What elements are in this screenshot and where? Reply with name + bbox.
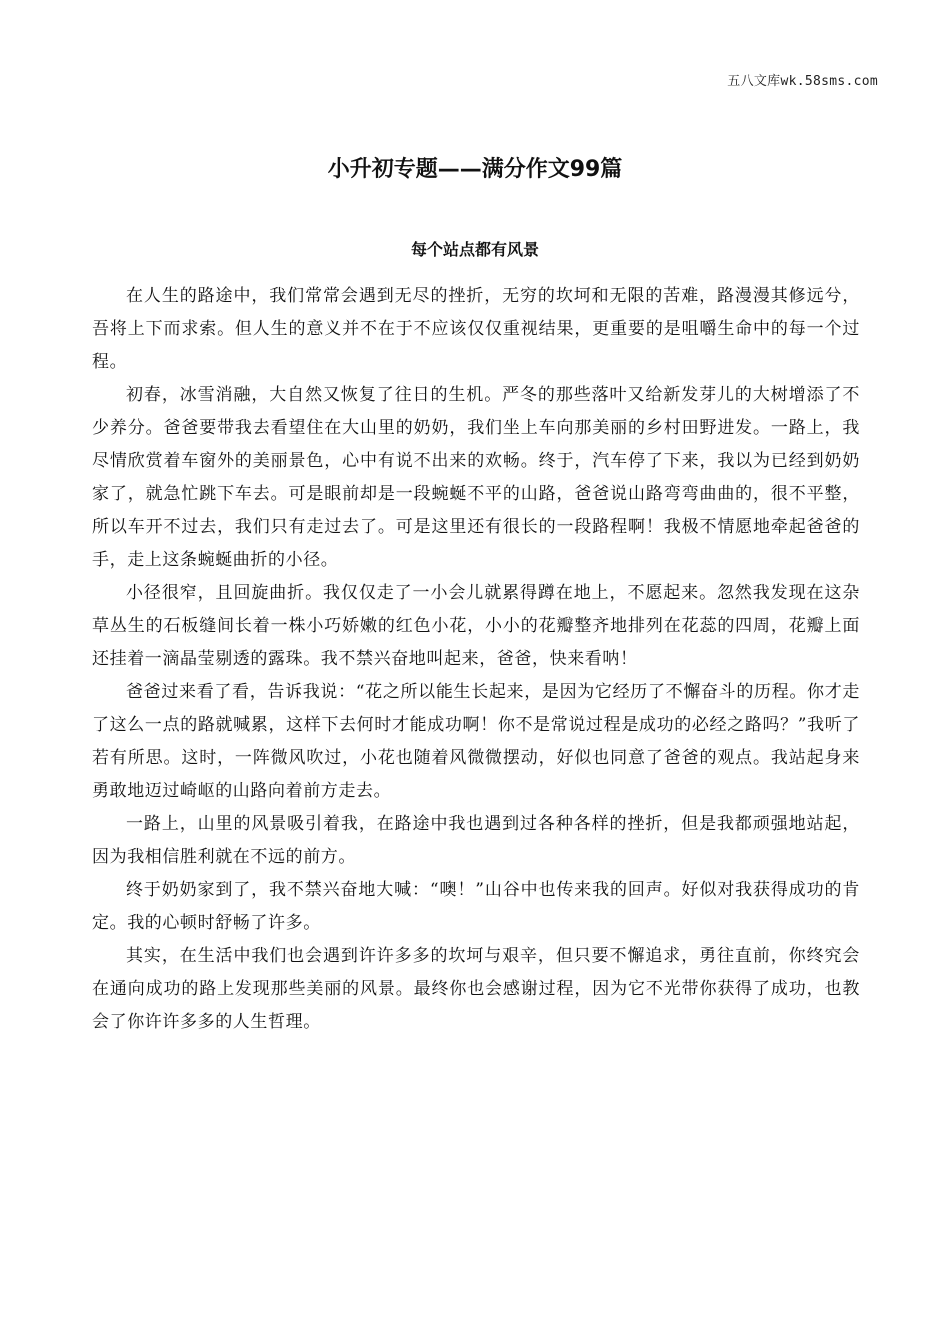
paragraph: 初春，冰雪消融，大自然又恢复了往日的生机。严冬的那些落叶又给新发芽儿的大树增添了不少养分。爸爸要带我去看望住在大山里的奶奶，我们坐上车向那美丽的乡村田野进发。一路上，我尽情欣赏着车窗外的美丽景色，心中有说不出来的欢畅。终于，汽车停了下来，我以为已经到奶奶家了，就急忙跳下车去。可是眼前却是一段蜿蜒不平的山路，爸爸说山路弯弯曲曲的，很不平整，所以车开不过去，我们只有走过去了。可是这里还有很长的一段路程啊！我极不情愿地牵起爸爸的手，走上这条蜿蜒曲折的小径。 — [92, 385, 860, 570]
paragraph: 一路上，山里的风景吸引着我，在路途中我也遇到过各种各样的挫折，但是我都顽强地站起，因为我相信胜利就在不远的前方。 — [92, 814, 860, 867]
paragraph: 爸爸过来看了看，告诉我说：“花之所以能生长起来，是因为它经历了不懈奋斗的历程。你才走了这么一点的路就喊累，这样下去何时才能成功啊！你不是常说过程是成功的必经之路吗？”我听了若有所思。这时，一阵微风吹过，小花也随着风微微摆动，好似也同意了爸爸的观点。我站起身来勇敢地迈过崎岖的山路向着前方走去。 — [92, 682, 860, 801]
essay-body — [92, 280, 860, 1039]
header-watermark: 五八文库wk.58sms.com — [727, 74, 878, 89]
paragraph: 终于奶奶家到了，我不禁兴奋地大喊：“噢！”山谷中也传来我的回声。好似对我获得成功的肯定。我的心顿时舒畅了许多。 — [92, 880, 860, 933]
essay-title: 每个站点都有风景 — [410, 240, 539, 259]
main-title: 小升初专题——满分作文99篇 — [327, 157, 623, 182]
paragraph: 在人生的路途中，我们常常会遇到无尽的挫折，无穷的坎坷和无限的苦难，路漫漫其修远兮，吾将上下而求索。但人生的意义并不在于不应该仅仅重视结果，更重要的是咀嚼生命中的每一个过程。 — [92, 286, 860, 372]
paragraph: 小径很窄，且回旋曲折。我仅仅走了一小会儿就累得蹲在地上，不愿起来。忽然我发现在这杂草丛生的石板缝间长着一株小巧娇嫩的红色小花，小小的花瓣整齐地排列在花蕊的四周，花瓣上面还挂着一滴晶莹剔透的露珠。我不禁兴奋地叫起来，爸爸，快来看呐！ — [92, 583, 860, 669]
paragraph: 其实，在生活中我们也会遇到许许多多的坎坷与艰辛，但只要不懈追求，勇往直前，你终究会在通向成功的路上发现那些美丽的风景。最终你也会感谢过程，因为它不光带你获得了成功，也教会了你许许多多的人生哲理。 — [92, 946, 860, 1032]
